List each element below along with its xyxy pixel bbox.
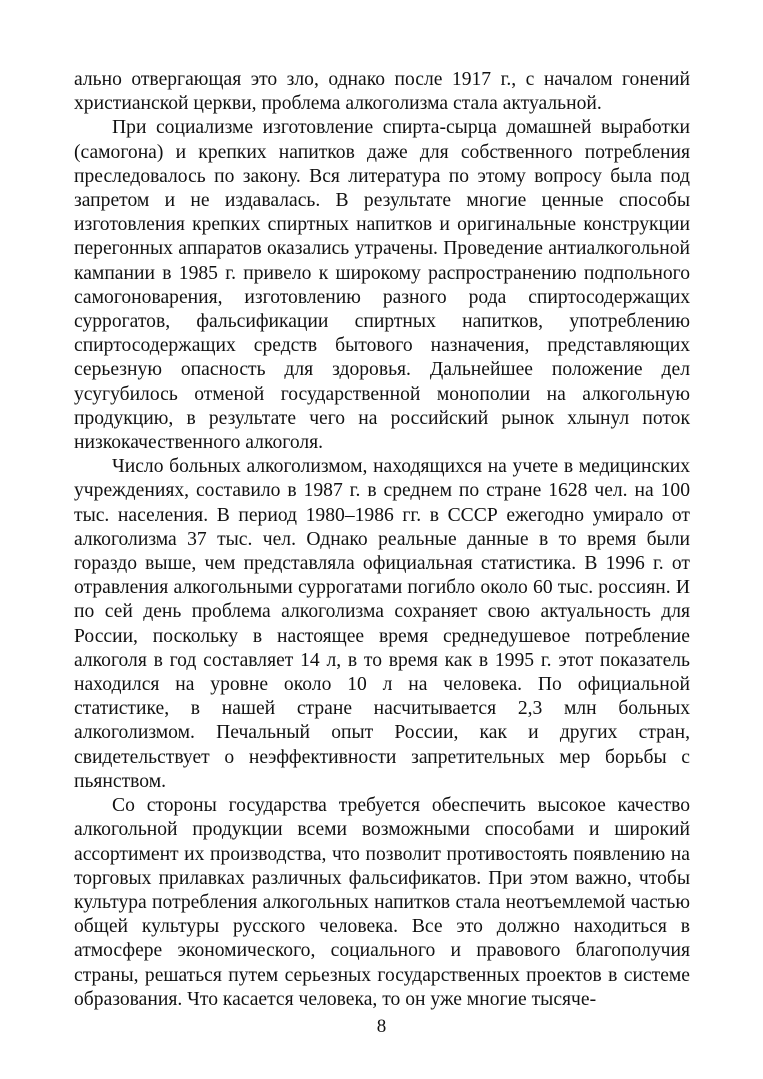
paragraph-state: Со стороны государства требуется обеспечить высокое качество алкогольной продукции всеми возможными способами и широкий ассортимент их производства, что позволит противостоять появлению на торговых прилавках различных фальсификатов. При этом важно, чтобы культура потребления алкогольных напитков стала неотъемлемой частью общей культуры русского человека. Все это должно находиться в атмосфере экономического, социального и правового благополучия страны, решаться путем серьезных государственных проектов в системе образования. Что касается человека, то он уже многие тысяче- bbox=[74, 795, 690, 1010]
paragraph-continued: ально отвергающая это зло, однако после 1917 г., с началом гонений христианской церкви, проблема алкоголизма стала актуальной. bbox=[74, 69, 690, 115]
paragraph-statistics: Число больных алкоголизмом, находящихся на учете в медицинских учреждениях, составило в 1987 г. в среднем по стране 1628 чел. на 100 тыс. населения. В период 1980–1986 гг. в СССР ежегодно умирало от алкоголизма 37 тыс. чел. Однако реальные данные в то время были гораздо выше, чем представляла официальная статистика. В 1996 г. от отравления алкогольными суррогатами погибло около 60 тыс. россиян. И по сей день проблема алкоголизма сохраняет свою актуальность для России, поскольку в настоящее время среднедушевое потребление алкоголя в год составляет 14 л, в то время как в 1995 г. этот показатель находился на уровне около 10 л на человека. По официальной статистике, в нашей стране насчитывается 2,3 млн больных алкоголизмом. Печальный опыт России, как и других стран, свидетельствует о неэффективности запретительных мер борьбы с пьянством. bbox=[74, 456, 690, 792]
paragraph-socialism: При социализме изготовление спирта-сырца домашней выработки (самогона) и крепких напитков даже для собственного потребления преследовалось по закону. Вся литература по этому вопросу была под запретом и не издавалась. В результате многие ценные способы изготовления крепких спиртных напитков и оригинальные конструкции перегонных аппаратов оказались утрачены. Проведение антиалкогольной кампании в 1985 г. привело к широкому распространению подпольного самогоноварения, изготовлению разного рода спиртосодержащих суррогатов, фальсификации спиртных напитков, употреблению спиртосодержащих средств бытового назначения, представляющих серьезную опасность для здоровья. Дальнейшее положение дел усугубилось отменой государственной монополии на алкогольную продукцию, в результате чего на российский рынок хлынул поток низкокачественного алкоголя. bbox=[74, 117, 690, 454]
page-number: 8 bbox=[376, 1016, 387, 1037]
body-text bbox=[74, 68, 690, 1012]
